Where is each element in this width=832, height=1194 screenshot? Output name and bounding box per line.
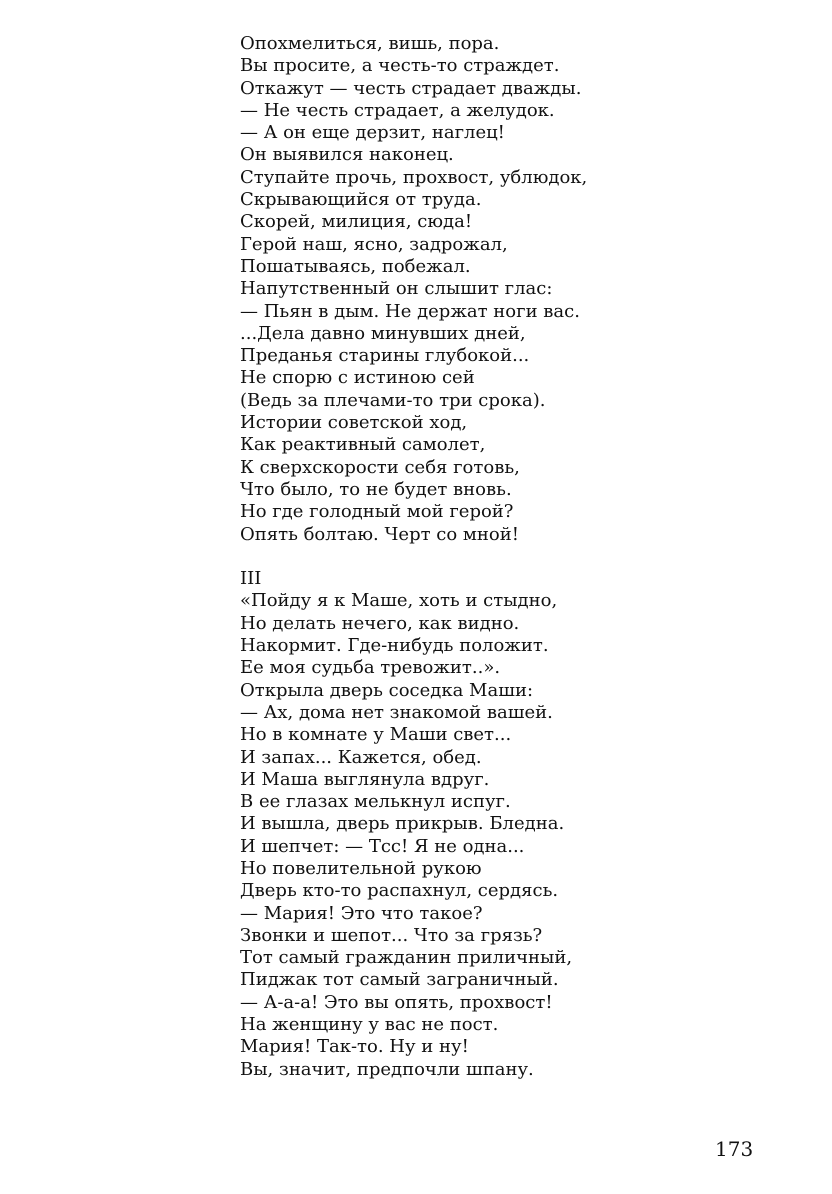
poem-line: — Мария! Это что такое?	[240, 902, 483, 924]
poem-line: Напутственный он слышит глас:	[240, 278, 553, 300]
poem-line: — Ах, дома нет знакомой вашей.	[240, 701, 553, 723]
poem-line: Ее моя судьба тревожит..».	[240, 657, 501, 679]
poem-line: — А-а-а! Это вы опять, прохвост!	[240, 991, 553, 1013]
poem-line: Звонки и шепот... Что за грязь?	[240, 924, 543, 946]
poem-line: Мария! Так-то. Ну и ну!	[240, 1036, 469, 1058]
poem-line: Но делать нечего, как видно.	[240, 612, 520, 634]
poem-line: Как реактивный самолет,	[240, 434, 486, 456]
poem-line: Скорей, милиция, сюда!	[240, 211, 473, 233]
poem-line: — А он еще дерзит, наглец!	[240, 122, 505, 144]
poem-line: Тот самый гражданин приличный,	[240, 947, 573, 969]
poem-line: Ступайте прочь, прохвост, ублюдок,	[240, 166, 588, 188]
poem-stanza-part2	[240, 33, 660, 546]
poem-line: ...Дела давно минувших дней,	[240, 322, 526, 344]
poem-line: Истории советской ход,	[240, 412, 468, 434]
poem-line: В ее глазах мелькнул испуг.	[240, 791, 511, 813]
poem-line: Опять болтаю. Черт со мной!	[240, 523, 519, 545]
poem-line: Пиджак тот самый заграничный.	[240, 969, 559, 991]
poem-line: Опохмелиться, вишь, пора.	[240, 33, 500, 54]
poem-line: Вы, значит, предпочли шпану.	[240, 1058, 534, 1080]
poem-line: Открыла дверь соседка Маши:	[240, 679, 534, 701]
poem-line: Он выявился наконец.	[240, 144, 454, 166]
poem-line: Пошатываясь, побежал.	[240, 255, 471, 277]
poem-line: Не спорю с истиною сей	[240, 367, 475, 389]
poem-line: Вы просите, а честь-то страждет.	[240, 55, 560, 77]
poem-line: И шепчет: — Тсс! Я не одна...	[240, 835, 525, 857]
poem-line: Что было, то не будет вновь.	[240, 478, 512, 500]
poem-line: Преданья старины глубокой...	[240, 345, 530, 367]
poem-line: Герой наш, ясно, задрожал,	[240, 233, 508, 255]
poem-line: На женщину у вас не пост.	[240, 1014, 499, 1036]
poem-line: «Пойду я к Маше, хоть и стыдно,	[240, 590, 558, 612]
poem-line: — Пьян в дым. Не держат ноги вас.	[240, 300, 580, 322]
poem-line: Но где голодный мой герой?	[240, 501, 514, 523]
poem-stanza-part3	[240, 590, 660, 1081]
section-heading: III	[240, 568, 262, 590]
poem-line: — Не честь страдает, а желудок.	[240, 99, 555, 121]
poem-line: И запах... Кажется, обед.	[240, 746, 482, 768]
poem-line: Откажут — честь страдает дважды.	[240, 77, 582, 99]
stanza-gap	[240, 546, 660, 568]
poem-line: И Маша выглянула вдруг.	[240, 768, 490, 790]
poem-line: (Ведь за плечами-то три срока).	[240, 389, 546, 411]
poem-line: Дверь кто-то распахнул, сердясь.	[240, 880, 559, 902]
poem-line: Скрывающийся от труда.	[240, 189, 482, 211]
poem-line: Но повелительной рукою	[240, 857, 482, 879]
poem-text	[240, 33, 660, 1081]
poem-line: И вышла, дверь прикрыв. Бледна.	[240, 813, 565, 835]
poem-line: К сверхскорости себя готовь,	[240, 456, 520, 478]
poem-line: Но в комнате у Маши свет...	[240, 724, 512, 746]
page-number: 173	[715, 1137, 754, 1161]
poem-line: Накормит. Где-нибудь положит.	[240, 635, 549, 657]
